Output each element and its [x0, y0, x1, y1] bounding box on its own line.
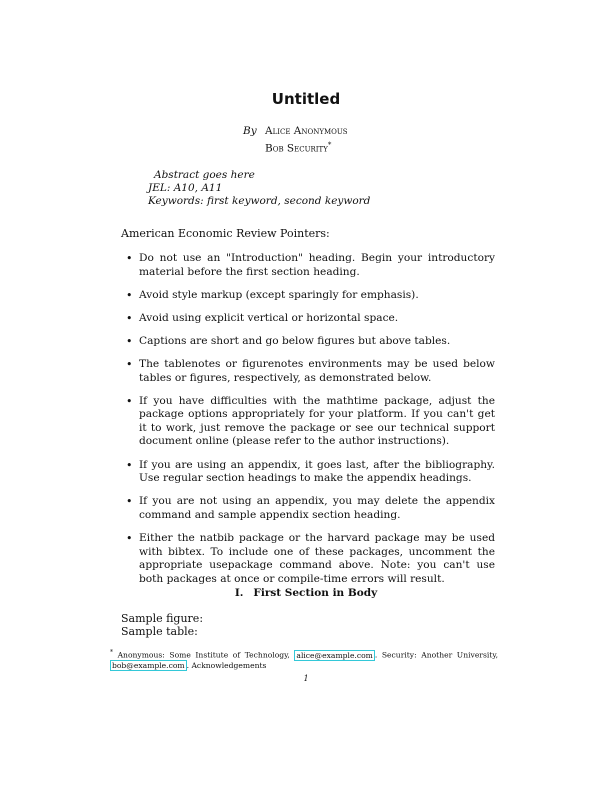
list-item: • Either the natbib package or the harvard package may be used with bibtex. To include one of these packages, uncomment the appropriate usepackage command above. Note: you can't use both packages at once or compile-time errors will result.	[126, 531, 495, 585]
bullet-icon: •	[126, 458, 133, 472]
section-title: First Section in Body	[253, 587, 378, 599]
author-row-1	[243, 124, 348, 138]
email-link-bob[interactable]: bob@example.com	[112, 660, 185, 670]
list-item: • Captions are short and go below figures but above tables.	[126, 334, 451, 348]
keywords: Keywords: first keyword, second keyword	[148, 195, 371, 207]
section-number: I.	[234, 587, 244, 599]
list-item: • Avoid using explicit vertical or horizontal space.	[126, 311, 399, 325]
author-row-2	[243, 138, 348, 156]
bullet-icon: •	[126, 531, 133, 545]
footnote-acknowledgements: . Acknowledgements	[186, 660, 267, 670]
bullet-icon: •	[126, 357, 133, 371]
author-block	[243, 124, 348, 156]
by-label: By	[243, 125, 257, 137]
footnote	[110, 648, 498, 671]
footnote-affiliation-2: . Security: Another University,	[374, 650, 499, 660]
author-name-1: Alice Anonymous	[265, 125, 348, 137]
list-item: • If you are not using an appendix, you may delete the appendix command and sample appendix section heading.	[126, 495, 495, 521]
paper-title: Untitled	[271, 90, 341, 108]
bullet-icon: •	[126, 252, 133, 265]
bullet-icon: •	[126, 495, 133, 509]
abstract-text: Abstract goes here	[154, 169, 255, 181]
bullet-icon: •	[126, 394, 133, 408]
footnote-marker: *	[110, 649, 113, 656]
abstract-block	[148, 169, 370, 208]
bullet-icon: •	[126, 334, 133, 348]
bullet-icon: •	[126, 288, 133, 302]
jel-codes: JEL: A10, A11	[148, 182, 223, 194]
section-heading	[0, 587, 612, 599]
sample-table-label: Sample table:	[121, 625, 198, 638]
list-item: • The tablenotes or figurenotes environments may be used below tables or figures, respectively, as demonstrated below.	[126, 357, 495, 384]
author-name-2: Bob Security	[265, 142, 328, 155]
footnote-affiliation-1: Anonymous: Some Institute of Technology,	[117, 650, 290, 660]
email-link-alice[interactable]: alice@example.com	[296, 650, 373, 660]
list-item: • Do not use an "Introduction" heading. Begin your introductory material before the first section heading.	[126, 252, 495, 278]
list-item: • Avoid style markup (except sparingly for emphasis).	[126, 288, 419, 302]
pointers-heading: American Economic Review Pointers:	[121, 227, 330, 240]
page-number: 1	[303, 674, 309, 683]
author-footnote-marker: *	[327, 141, 332, 149]
pointers-list	[121, 252, 495, 596]
list-item: • If you are using an appendix, it goes last, after the bibliography. Use regular section headings to make the appendix headings.	[126, 458, 495, 485]
bullet-icon: •	[126, 311, 133, 325]
list-item: • If you have difficulties with the mathtime package, adjust the package options appropriately for your platform. If you can't get it to work, just remove the package or see our technical support document online (please refer to the author instructions).	[126, 394, 495, 448]
sample-figure-label: Sample figure:	[121, 612, 204, 625]
